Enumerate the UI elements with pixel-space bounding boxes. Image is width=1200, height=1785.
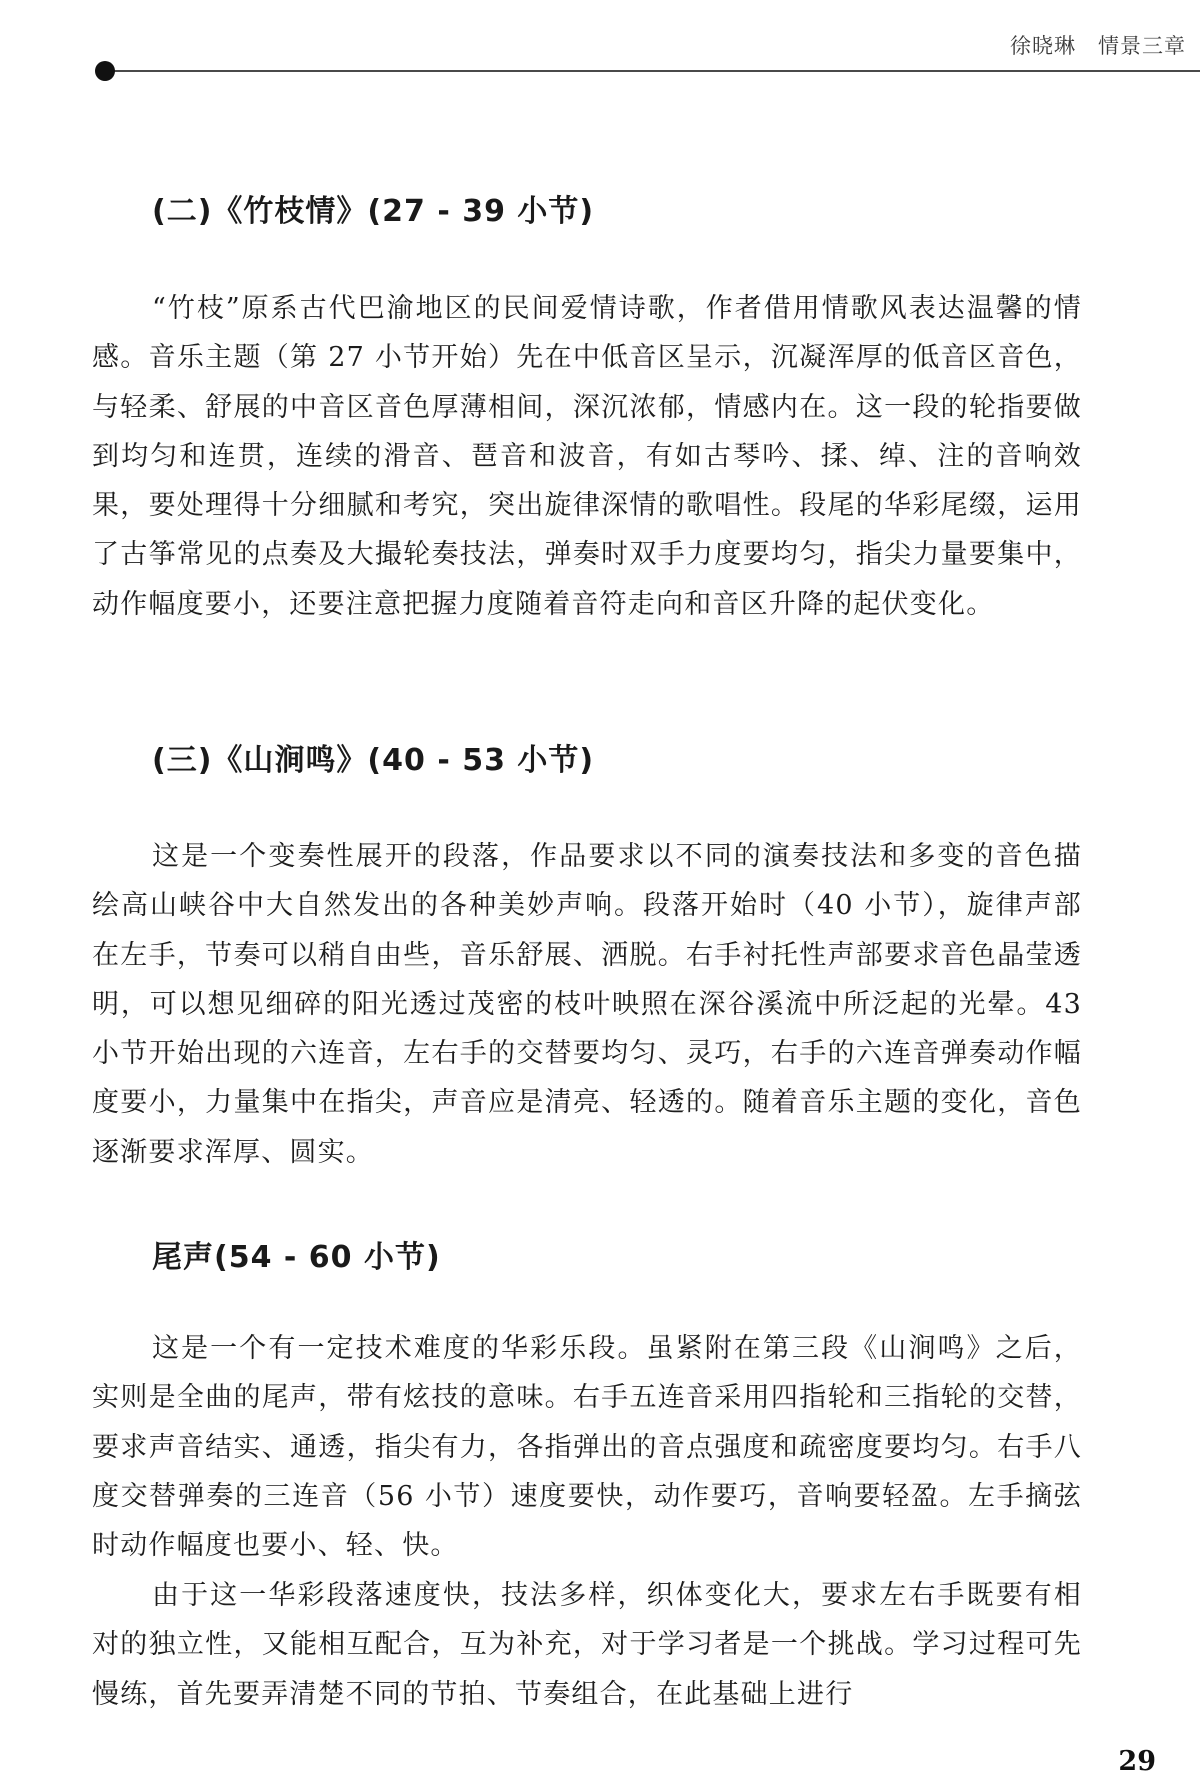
paragraph-coda-2: 由于这一华彩段落速度快，技法多样，织体变化大，要求左右手既要有相对的独立性，又能相互配合，互为补充，对于学习者是一个挑战。学习过程可先慢练，首先要弄清楚不同的节拍、节奏组合，在此基础上进行 [92,1580,1082,1710]
page-number: 29 [1118,1746,1156,1777]
header-rule [104,70,1200,72]
paragraph-shanjianming: 这是一个变奏性展开的段落，作品要求以不同的演奏技法和多变的音色描绘高山峡谷中大自然发出的各种美妙声响。段落开始时（40 小节），旋律声部在左手，节奏可以稍自由些，音乐舒展、洒脱。右手衬托性声部要求音色晶莹透明，可以想见细碎的阳光透过茂密的枝叶映照在深谷溪流中所泛起的光晕。43 小节开始出现的六连音，左右手的交替要均匀、灵巧，右手的六连音弹奏动作幅度要小，力量集中在指尖，声音应是清亮、轻透的。随着音乐主题的变化，音色逐渐要求浑厚、圆实。 [92,841,1082,1168]
section-heading-shanjianming: (三)《山涧鸣》(40 - 53 小节) [152,743,595,778]
section-heading-coda: 尾声(54 - 60 小节) [152,1240,441,1275]
section-heading-zhuzhiqing: (二)《竹枝情》(27 - 39 小节) [152,194,595,229]
header-bullet-dot [95,61,115,81]
running-header [0,0,1200,80]
header-title: 情景三章 [1098,34,1186,58]
paragraph-zhuzhiqing: “竹枝”原系古代巴渝地区的民间爱情诗歌，作者借用情歌风表达温馨的情感。音乐主题（第 27 小节开始）先在中低音区呈示，沉凝浑厚的低音区音色，与轻柔、舒展的中音区音色厚薄相间，深沉浓郁，情感内在。这一段的轮指要做到均匀和连贯，连续的滑音、琶音和波音，有如古琴吟、揉、绰、注的音响效果，要处理得十分细腻和考究，突出旋律深情的歌唱性。段尾的华彩尾缀，运用了古筝常见的点奏及大撮轮奏技法，弹奏时双手力度要均匀，指尖力量要集中，动作幅度要小，还要注意把握力度随着音符走向和音区升降的起伏变化。 [92,293,1082,620]
paragraph-coda-1: 这是一个有一定技术难度的华彩乐段。虽紧附在第三段《山涧鸣》之后，实则是全曲的尾声，带有炫技的意味。右手五连音采用四指轮和三指轮的交替，要求声音结实、通透，指尖有力，各指弹出的音点强度和疏密度要均匀。右手八度交替弹奏的三连音（56 小节）速度要快，动作要巧，音响要轻盈。左手摘弦时动作幅度也要小、轻、快。 [92,1333,1082,1562]
header-author: 徐晓琳 [1010,34,1076,58]
running-header-text [1010,30,1186,60]
